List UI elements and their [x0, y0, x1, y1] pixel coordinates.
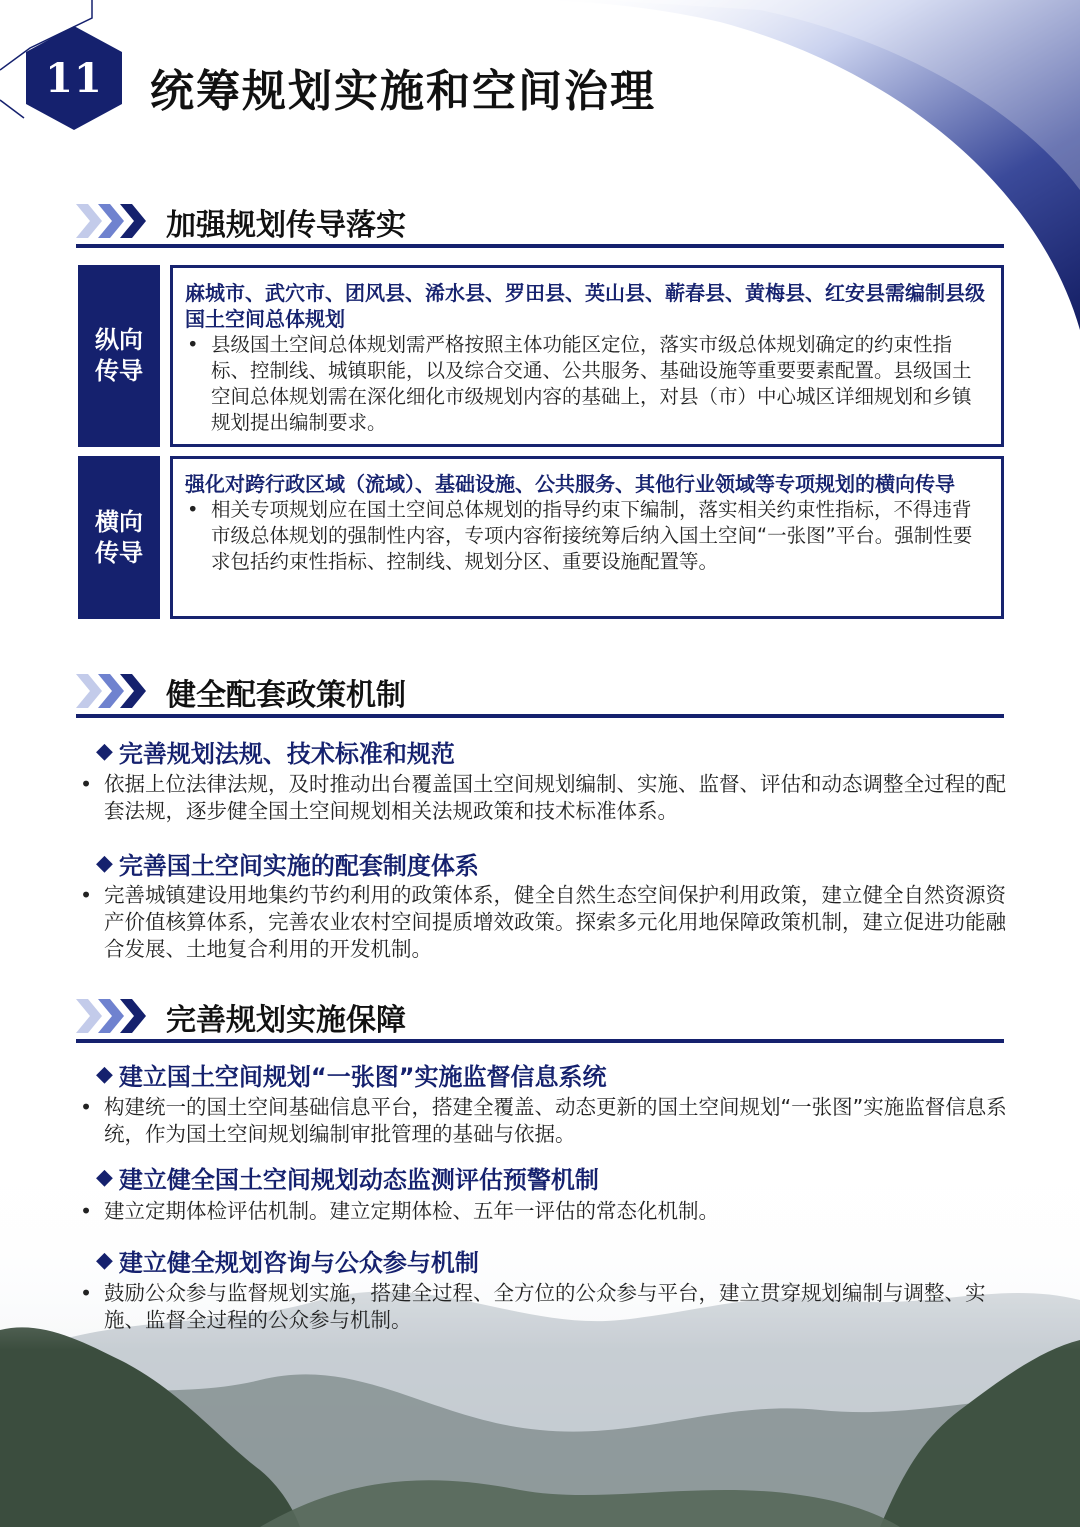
sub-heading: ◆ 建立健全国土空间规划动态监测评估预警机制 — [96, 1165, 599, 1194]
horizontal-transmission-row — [78, 456, 1004, 619]
diamond-icon: ◆ — [96, 1248, 113, 1273]
section-header-3 — [76, 995, 1004, 1045]
row-heading: 麻城市、武穴市、团风县、浠水县、罗田县、英山县、蕲春县、黄梅县、红安县需编制县级国土空间总体规划 — [185, 281, 985, 331]
vertical-transmission-row — [78, 265, 1004, 447]
paragraph: • 完善城镇建设用地集约节约利用的政策体系，健全自然生态空间保护利用政策，建立健全自然资源资产价值核算体系，完善农业农村空间提质增效政策。探索多元化用地保障政策机制，建立促进功能融合发展、土地复合利用的开发机制。 — [78, 882, 1012, 963]
sub-heading: ◆ 建立国土空间规划“一张图”实施监督信息系统 — [96, 1062, 607, 1091]
section-divider — [76, 1039, 1004, 1043]
section-divider — [76, 244, 1004, 248]
chevron-arrows-icon — [76, 670, 150, 712]
row-heading: 强化对跨行政区域（流域）、基础设施、公共服务、其他行业领域等专项规划的横向传导 — [185, 472, 955, 496]
row-bullet: • 相关专项规划应在国土空间总体规划的指导约束下编制，落实相关约束性指标，不得违背市级总体规划的强制性内容，专项内容衔接统筹后纳入国土空间“一张图”平台。强制性要求包括约束性指标、控制线、规划分区、重要设施配置等。 — [185, 497, 987, 575]
chevron-arrows-icon — [76, 200, 150, 242]
diamond-icon: ◆ — [96, 739, 113, 764]
chevron-arrows-icon — [76, 995, 150, 1037]
row-content-box — [170, 456, 1004, 619]
diamond-icon: ◆ — [96, 851, 113, 876]
sub-heading: ◆ 完善规划法规、技术标准和规范 — [96, 739, 455, 768]
section-title: 完善规划实施保障 — [166, 1003, 406, 1038]
sub-heading: ◆ 完善国土空间实施的配套制度体系 — [96, 851, 479, 880]
diamond-icon: ◆ — [96, 1165, 113, 1190]
sub-heading: ◆ 建立健全规划咨询与公众参与机制 — [96, 1248, 479, 1277]
paragraph: • 鼓励公众参与监督规划实施，搭建全过程、全方位的公众参与平台，建立贯穿规划编制与调整、实施、监督全过程的公众参与机制。 — [78, 1280, 1012, 1334]
section-header-1 — [76, 200, 1004, 250]
row-content-box — [170, 265, 1004, 447]
section-title: 健全配套政策机制 — [166, 678, 406, 713]
row-label: 横向传导 — [78, 456, 160, 619]
diamond-icon: ◆ — [96, 1062, 113, 1087]
page-number-badge — [18, 22, 130, 134]
page-number: 11 — [45, 54, 103, 102]
row-label: 纵向传导 — [78, 265, 160, 447]
section-header-2 — [76, 670, 1004, 720]
page-title: 统筹规划实施和空间治理 — [150, 66, 656, 117]
paragraph: • 建立定期体检评估机制。建立定期体检、五年一评估的常态化机制。 — [78, 1198, 1012, 1225]
paragraph: • 构建统一的国土空间基础信息平台，搭建全覆盖、动态更新的国土空间规划“一张图”实施监督信息系统，作为国土空间规划编制审批管理的基础与依据。 — [78, 1094, 1012, 1148]
section-title: 加强规划传导落实 — [166, 208, 406, 243]
section-divider — [76, 714, 1004, 718]
paragraph: • 依据上位法律法规，及时推动出台覆盖国土空间规划编制、实施、监督、评估和动态调整全过程的配套法规，逐步健全国土空间规划相关法规政策和技术标准体系。 — [78, 771, 1012, 825]
row-bullet: • 县级国土空间总体规划需严格按照主体功能区定位，落实市级总体规划确定的约束性指标、控制线、城镇职能，以及综合交通、公共服务、基础设施等重要要素配置。县级国土空间总体规划需在深化细化市级规划内容的基础上，对县（市）中心城区详细规划和乡镇规划提出编制要求。 — [185, 332, 987, 436]
